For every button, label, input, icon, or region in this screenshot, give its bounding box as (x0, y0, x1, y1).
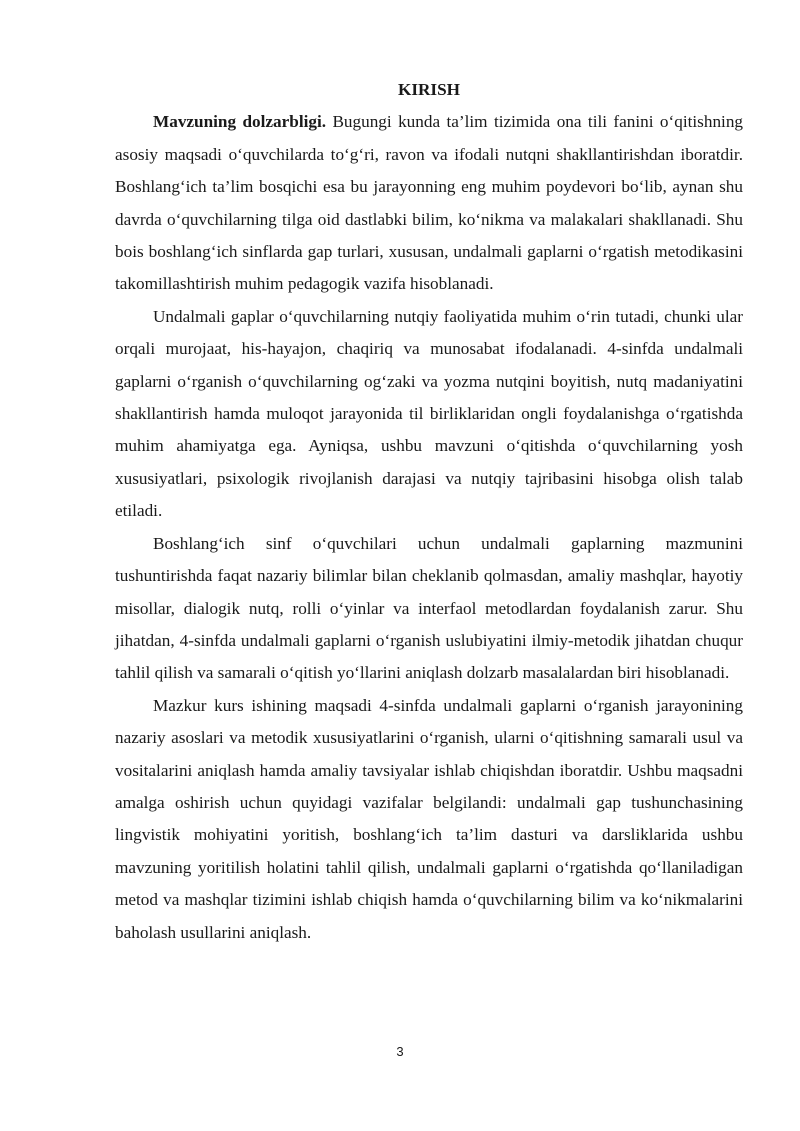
page-body (115, 74, 743, 949)
paragraph-3: Boshlang‘ich sinf o‘quvchilari uchun undalmali gaplarning mazmunini tushuntirishda faqat nazariy bilimlar bilan cheklanib qolmasdan, amaliy mashqlar, hayotiy misollar, dialogik nutq, rolli o‘yinlar va interfaol metodlardan foydalanish zarur. Shu jihatdan, 4-sinfda undalmali gaplarni o‘rganish uslubiyatini ilmiy-metodik jihatdan chuqur tahlil qilish va samarali o‘qitish yo‘llarini aniqlash dolzarb masalalardan biri hisoblanadi. (115, 533, 743, 683)
paragraph-lead: Mavzuning dolzarbligi. (153, 112, 327, 132)
page-number: 3 (396, 1044, 404, 1059)
paragraph-2: Undalmali gaplar o‘quvchilarning nutqiy faoliyatida muhim o‘rin tutadi, chunki ular orqali murojaat, his-hayajon, chaqiriq va munosabat ifodalanadi. 4-sinfda undalmali gaplarni o‘rganish o‘quvchilarning og‘zaki va yozma nutqini boyitish, nutq madaniyatini shakllantirish hamda muloqot jarayonida til birliklaridan ongli foydalanishga o‘rgatishda muhim ahamiyatga ega. Ayniqsa, ushbu mavzuni o‘qitishda o‘quvchilarning yosh xususiyatlari, psixologik rivojlanish darajasi va nutqiy tajribasini hisobga olish talab etiladi. (115, 306, 743, 521)
section-title: KIRISH (397, 80, 461, 99)
paragraph-1 (115, 106, 743, 300)
paragraph-text: Bugungi kunda ta’lim tizimida ona tili fanini o‘qitishning asosiy maqsadi o‘quvchilarda to‘g‘ri, ravon va ifodali nutqni shakllantirishdan iboratdir. Boshlang‘ich ta’lim bosqichi esa bu jarayonning eng muhim poydevori bo‘lib, aynan shu davrda o‘quvchilarning tilga oid dastlabki bilim, ko‘nikma va malakalari shakllanadi. Shu bois boshlang‘ich sinflarda gap turlari, xususan, undalmali gaplarni o‘rgatish metodikasini takomillashtirish muhim pedagogik vazifa hisoblanadi. (115, 112, 744, 294)
paragraph-4: Mazkur kurs ishining maqsadi 4-sinfda undalmali gaplarni o‘rganish jarayonining nazariy asoslari va metodik xususiyatlarini o‘rganish, ularni o‘qitishning samarali usul va vositalarini aniqlash hamda amaliy tavsiyalar ishlab chiqishdan iboratdir. Ushbu maqsadni amalga oshirish uchun quyidagi vazifalar belgilandi: undalmali gap tushunchasining lingvistik mohiyatini yoritish, boshlang‘ich ta’lim dasturi va darsliklarida ushbu mavzuning yoritilish holatini tahlil qilish, undalmali gaplarni o‘rgatishda qo‘llaniladigan metod va mashqlar tizimini ishlab chiqish hamda o‘quvchilarning bilim va ko‘nikmalarini baholash usullarini aniqlash. (115, 695, 743, 942)
